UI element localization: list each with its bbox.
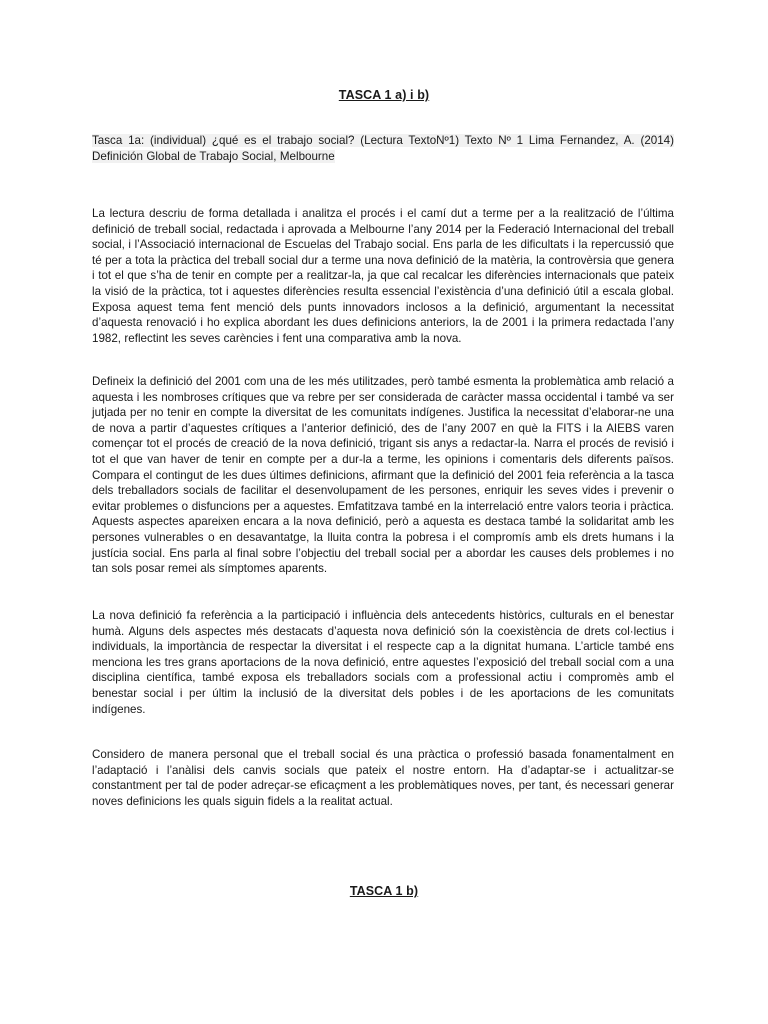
paragraph-1: La lectura descriu de forma detallada i analitza el procés i el camí dut a terme per a la realització de l’última definició de treball social, redactada i aprovada a Melbourne l’any 2014 per la Federació Internacional del treball social, i l’Associació internacional de Escuelas del Trabajo social. Ens parla de les dificultats i la repercussió que té per a tota la pràctica del treball social dur a terme una nova definició de la matèria, la controvèrsia que genera i tot el que s’ha de tenir en compte per a realitzar-la, ja que cal recalcar les diferències internacionals que pateix la visió de la pràctica, tot i aquestes diferències resulta essencial l’existència d’una definició útil a escala global. Exposa aquest tema fent menció dels punts innovadors inclosos a la definició, argumentant la necessitat d’aquesta renovació i ho explica abordant les dues definicions anteriors, la de 2001 i la primera redactada l’any 1982, reflectint les seves carències i fent una comparativa amb la nova. (92, 207, 674, 345)
paragraph-3: La nova definició fa referència a la participació i influència dels antecedents històrics, culturals en el benestar humà. Alguns dels aspectes més destacats d’aquesta nova definició són la coexistència de drets col·lectius i individuals, la importància de respectar la diversitat i el respecte cap a la dignitat humana. L’article també ens menciona les tres grans aportacions de la nova definició, entre aquestes l’exposició del treball social com a una disciplina científica, també exposa els treballadors socials com a professional actiu i compromès amb el benestar social i per últim la inclusió de la diversitat dels pobles i de les aportacions de les comunitats indígenes. (92, 609, 674, 716)
paragraph-4: Considero de manera personal que el treball social és una pràctica o professió basada fonamentalment en l’adaptació i l’anàlisi dels canvis socials que pateix el nostre entorn. Ha d’adaptar-se i actualitzar-se constantment per tal de poder adreçar-se eficaçment a les problemàtiques noves, per tant, és necessari generar noves definicions les quals siguin fidels a la realitat actual. (92, 748, 674, 808)
intro-text: Tasca 1a: (individual) ¿qué es el trabajo social? (Lectura TextoNº1) Texto Nº 1 Lima Fernandez, A. (2014) Definición Global de Trabajo Social, Melbourne (92, 134, 674, 163)
section-title-tasca-1b: TASCA 1 b) (349, 884, 419, 898)
section-title-tasca-1: TASCA 1 a) i b) (338, 88, 430, 102)
intro-reference (92, 133, 674, 164)
paragraph-2: Defineix la definició del 2001 com una de les més utilitzades, però també esmenta la problemàtica amb relació a aquesta i les nombroses crítiques que va rebre per ser considerada de caràcter massa occidental i també va ser jutjada per no tenir en compte la diversitat de les comunitats indígenes. Justifica la necessitat d’elaborar-ne una de nova a partir d’aquestes crítiques a l’anterior definició, des de l’any 2007 en què la FITS i la AIEBS varen començar tot el procés de creació de la nova definició, trigant sis anys a redactar-la. Narra el procés de revisió i tot el que van haver de tenir en compte per a dur-la a terme, les opinions i comentaris dels diferents països. Compara el contingut de les dues últimes definicions, afirmant que la definició del 2001 feia referència a la tasca dels treballadors socials de facilitar el desenvolupament de les persones, enriquir les seves vides i prevenir o evitar problemes o disfuncions per a aquestes. Emfatitzava també en la interrelació entre valors teoria i pràctica. Aquests aspectes apareixen encara a la nova definició, però a aquesta es destaca també la solidaritat amb les persones vulnerables o en desavantatge, la lluita contra la pobresa i el compromís amb els drets humans i la justícia social. Ens parla al final sobre l’objectiu del treball social per a abordar les causes dels problemes i no tan sols posar remei als símptomes aparents. (92, 375, 674, 576)
